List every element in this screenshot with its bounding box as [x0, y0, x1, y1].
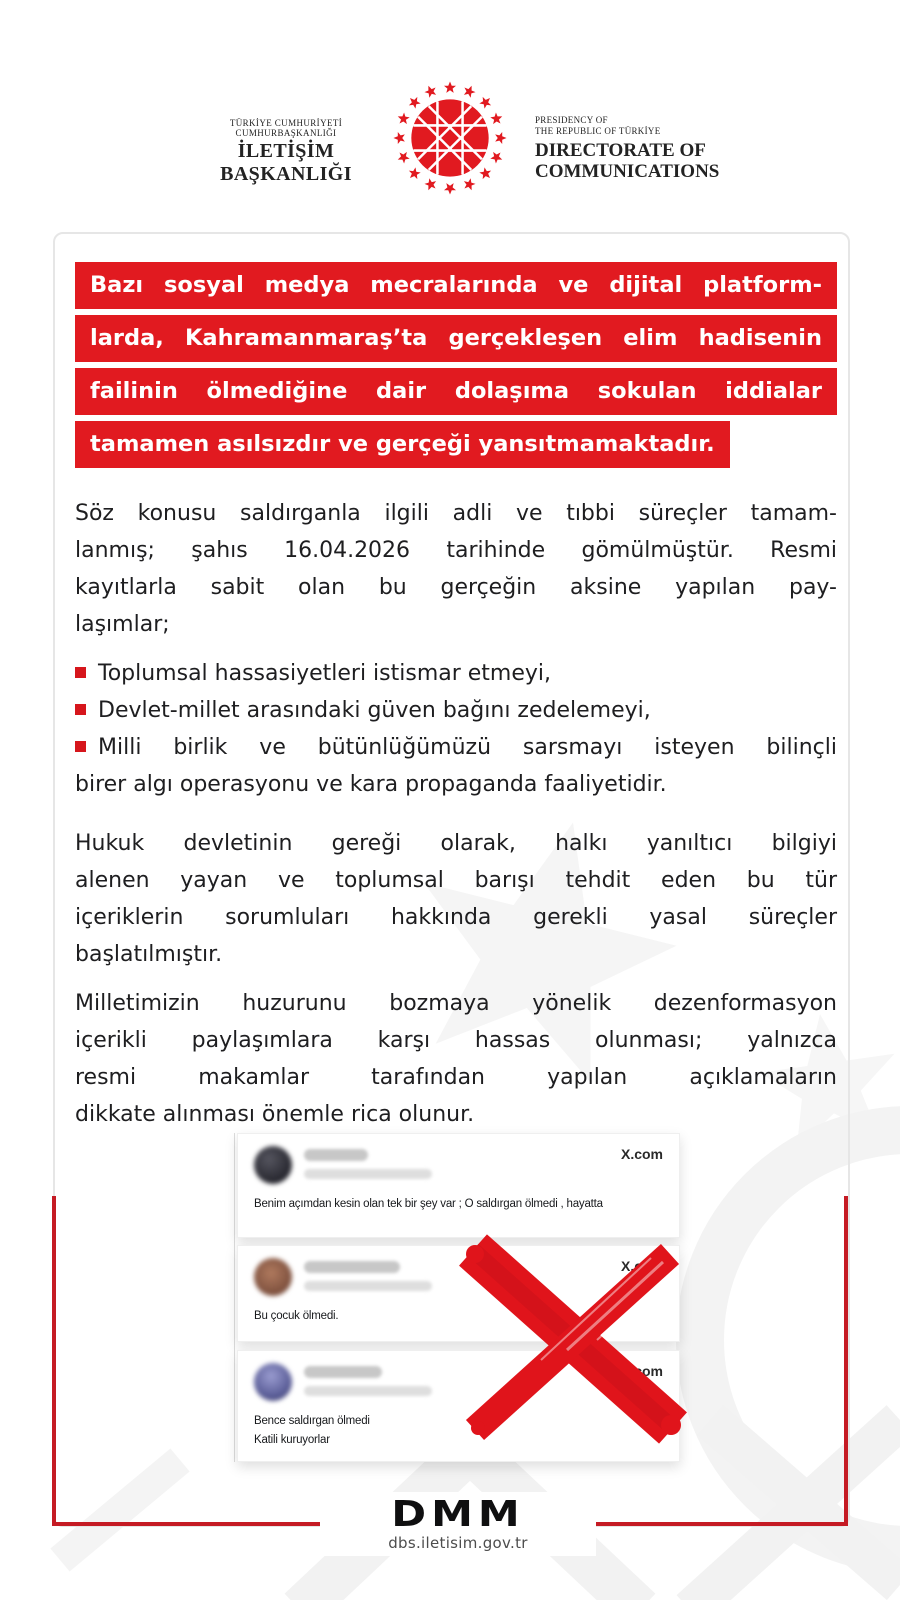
headline-block — [75, 262, 837, 474]
paragraph-line: Söz konusu saldırganla ilgili adli ve tıbbi süreçler tamam- — [75, 501, 837, 526]
bullet-list — [75, 655, 837, 803]
tweet-stack-edge-line — [234, 1133, 235, 1462]
source-label: X.com — [620, 1258, 663, 1274]
header-right-small-1: PRESIDENCY OF — [535, 115, 608, 125]
header-right-main-2: COMMUNICATIONS — [535, 161, 720, 182]
redacted-handle-bar — [304, 1386, 432, 1396]
bullet-item-continuation: birer algı operasyonu ve kara propaganda faaliyetidir. — [75, 772, 667, 797]
headline-line: failinin ölmediğine dair dolaşıma sokulan iddialar — [75, 368, 837, 415]
redacted-handle-bar — [304, 1169, 432, 1179]
headline-line: larda, Kahramanmaraş’ta gerçekleşen elim hadisenin — [75, 315, 837, 362]
avatar — [254, 1258, 292, 1296]
header-right-titles — [535, 115, 755, 182]
paragraph-line: Hukuk devletinin gereği olarak, halkı yanıltıcı bilgiyi — [75, 831, 837, 856]
directorate-emblem-icon — [392, 80, 508, 196]
paragraph-line: resmi makamlar tarafından yapılan açıklamaların — [75, 1065, 837, 1090]
dmm-logo: DMM — [391, 1492, 525, 1535]
panel-red-border-left — [52, 1196, 56, 1526]
bullet-item — [75, 692, 837, 729]
avatar — [254, 1363, 292, 1401]
red-x-mark-icon — [445, 1232, 695, 1447]
bullet-square-icon — [75, 741, 86, 752]
redacted-handle-bar — [304, 1281, 432, 1291]
source-label: X.com — [620, 1363, 663, 1379]
paragraph-line: Milletimizin huzurunu bozmaya yönelik dezenformasyon — [75, 991, 837, 1016]
paragraph-line: içeriklerin sorumluları hakkında gerekli yasal süreçler — [75, 905, 837, 930]
paragraph-line: başlatılmıştır. — [75, 942, 223, 967]
tweet-text: Benim açımdan kesin olan tek bir şey var ; O saldırgan ölmedi , hayatta — [254, 1198, 603, 1210]
header-left-small: TÜRKİYE CUMHURİYETİ CUMHURBAŞKANLIĞI — [229, 118, 343, 138]
header-right-small-2: THE REPUBLIC OF TÜRKİYE — [535, 126, 661, 136]
paragraph-line: kayıtlarla sabit olan bu gerçeğin aksine yapılan pay- — [75, 575, 837, 600]
paragraph-1 — [75, 495, 837, 643]
headline-line: Bazı sosyal medya mecralarında ve dijital platform- — [75, 262, 837, 309]
tweet-screenshot-1 — [237, 1133, 680, 1238]
paragraph-line: lanmış; şahıs 16.04.2026 tarihinde gömülmüştür. Resmi — [75, 538, 837, 563]
header-right-main-1: DIRECTORATE OF — [535, 140, 706, 161]
footer-domain: dbs.iletisim.gov.tr — [388, 1534, 528, 1552]
headline-line: tamamen asılsızdır ve gerçeği yansıtmamaktadır. — [75, 421, 730, 468]
bullet-item — [75, 655, 837, 692]
footer — [320, 1492, 596, 1556]
bullet-item — [75, 729, 837, 766]
tweet-text: Katili kuruyorlar — [254, 1434, 330, 1446]
header-left-main: İLETİŞİM BAŞKANLIĞI — [220, 140, 352, 185]
tweet-text: Bu çocuk ölmedi. — [254, 1310, 339, 1322]
bullet-square-icon — [75, 704, 86, 715]
paragraph-line: içerikli paylaşımlara karşı hassas olunması; yalnızca — [75, 1028, 837, 1053]
redacted-name-bar — [304, 1149, 368, 1161]
avatar — [254, 1146, 292, 1184]
paragraph-3 — [75, 985, 837, 1133]
paragraph-2 — [75, 825, 837, 973]
header-left-titles — [188, 118, 384, 186]
bullet-item-text: Devlet-millet arasındaki güven bağını zedelemeyi, — [98, 698, 651, 723]
paragraph-line: dikkate alınması önemle rica olunur. — [75, 1102, 475, 1127]
tweet-text: Bence saldırgan ölmedi — [254, 1415, 370, 1427]
bullet-item-text: Toplumsal hassasiyetleri istismar etmeyi, — [98, 661, 552, 686]
source-label: X.com — [620, 1146, 663, 1162]
bullet-item-text: Milli birlik ve bütünlüğümüzü sarsmayı isteyen bilinçli — [98, 735, 837, 760]
redacted-identity — [304, 1146, 621, 1179]
redacted-name-bar — [304, 1261, 400, 1273]
bullet-square-icon — [75, 667, 86, 678]
paragraph-line: alenen yayan ve toplumsal barışı tehdit eden bu tür — [75, 868, 837, 893]
redacted-name-bar — [304, 1366, 382, 1378]
panel-red-border-right — [844, 1196, 848, 1526]
paragraph-line: laşımlar; — [75, 612, 170, 637]
